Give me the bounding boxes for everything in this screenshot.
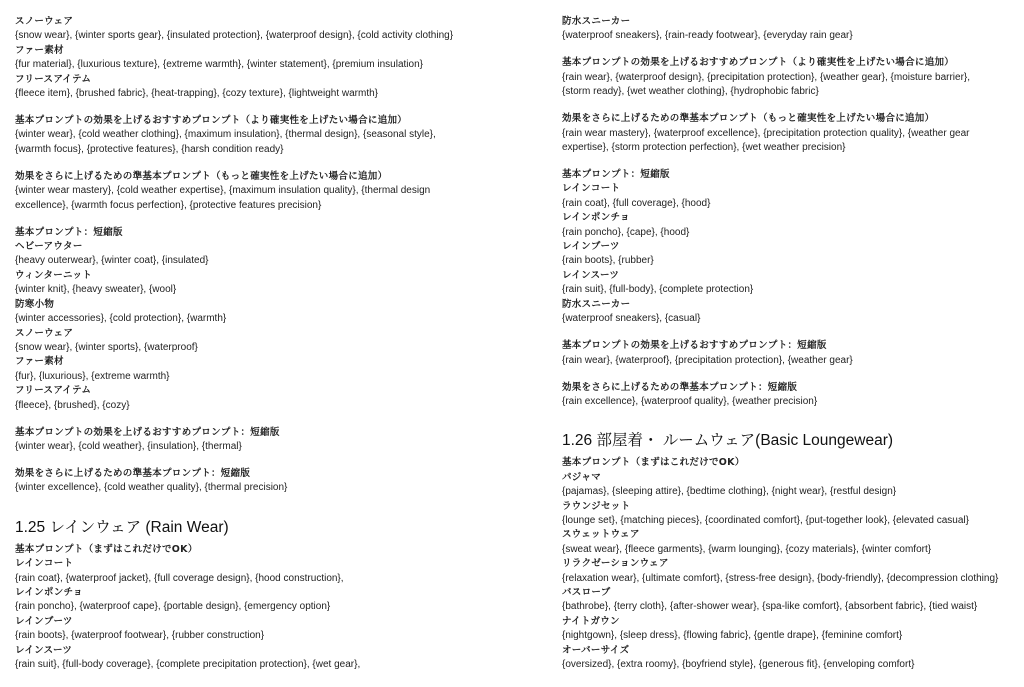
- item-label: 防水スニーカー: [562, 298, 631, 310]
- item-label: 防寒小物: [15, 298, 55, 310]
- item-label: 基本プロンプトの効果を上げるおすすめプロンプト（より確実性を上げたい場合に追加）: [562, 57, 955, 69]
- prompt-keywords: {winter wear}, {cold weather}, {insulation}, {thermal}: [15, 440, 242, 452]
- prompt-block: [15, 15, 475, 101]
- item-label: ウィンターニット: [15, 269, 93, 281]
- item-label: オーバーサイズ: [562, 644, 630, 656]
- section-heading: 1.26 部屋着・ ルームウェア(Basic Loungewear): [562, 432, 894, 450]
- prompt-keywords: {rain suit}, {full-body}, {complete protection}: [562, 284, 754, 296]
- item-label: レインブーツ: [562, 241, 620, 253]
- prompt-keywords: excellence}, {warmth focus perfection}, {protective features precision}: [15, 199, 322, 211]
- prompt-keywords: {lounge set}, {matching pieces}, {coordinated comfort}, {put-together look}, {elevated casual}: [562, 514, 969, 526]
- prompt-block: [15, 226, 475, 413]
- prompt-keywords: {snow wear}, {winter sports}, {waterproof}: [15, 341, 198, 353]
- item-label: ファー素材: [15, 44, 64, 56]
- section-heading: 1.25 レインウェア (Rain Wear): [15, 518, 229, 536]
- prompt-keywords: {rain wear}, {waterproof}, {precipitation protection}, {weather gear}: [562, 354, 853, 366]
- item-label: 効果をさらに上げるための準基本プロンプト（もっと確実性を上げたい場合に追加）: [562, 113, 935, 125]
- item-label: 効果をさらに上げるための準基本プロンプト：短縮版: [562, 381, 798, 393]
- prompt-block: [562, 112, 1022, 155]
- prompt-keywords: {fur}, {luxurious}, {extreme warmth}: [15, 370, 170, 382]
- prompt-block: [562, 15, 1022, 44]
- prompt-keywords: {waterproof sneakers}, {casual}: [562, 313, 701, 325]
- item-label: フリースアイテム: [15, 385, 92, 397]
- prompt-keywords: {winter knit}, {heavy sweater}, {wool}: [15, 284, 177, 296]
- prompt-keywords: {fleece item}, {brushed fabric}, {heat-trapping}, {cozy texture}, {lightweight warmth}: [15, 88, 379, 100]
- prompt-keywords: {rain boots}, {waterproof footwear}, {rubber construction}: [15, 630, 265, 642]
- prompt-keywords: {rain boots}, {rubber}: [562, 255, 654, 267]
- item-label: スウェットウェア: [562, 529, 640, 541]
- item-label: 基本プロンプト：短縮版: [562, 169, 670, 181]
- item-label: レインブーツ: [15, 615, 73, 627]
- item-label: レインスーツ: [562, 269, 620, 281]
- prompt-block: [15, 170, 475, 213]
- prompt-keywords: {winter wear mastery}, {cold weather expertise}, {maximum insulation quality}, {thermal design: [15, 185, 431, 197]
- item-label: バスローブ: [562, 586, 611, 598]
- prompt-block: [562, 168, 1022, 326]
- item-label: ラウンジセット: [562, 500, 631, 512]
- prompt-keywords: {fleece}, {brushed}, {cozy}: [15, 399, 130, 411]
- prompt-block: [15, 114, 475, 157]
- prompt-keywords: {rain suit}, {full-body coverage}, {complete precipitation protection}, {wet gear},: [15, 659, 361, 670]
- item-label: リラクゼーションウェア: [562, 558, 669, 570]
- item-label: 基本プロンプト（まずはこれだけでOK）: [562, 457, 745, 469]
- prompt-keywords: {rain poncho}, {cape}, {hood}: [562, 226, 690, 238]
- prompt-keywords: {fur material}, {luxurious texture}, {extreme warmth}, {winter statement}, {premium insulation}: [15, 59, 423, 71]
- prompt-keywords: {pajamas}, {sleeping attire}, {bedtime clothing}, {night wear}, {restful design}: [562, 486, 897, 498]
- prompt-keywords: {waterproof sneakers}, {rain-ready footwear}, {everyday rain gear}: [562, 30, 853, 42]
- item-label: スノーウェア: [15, 16, 74, 27]
- prompt-block: [562, 456, 1022, 672]
- item-label: ナイトガウン: [562, 615, 620, 627]
- item-label: ヘビーアウター: [15, 241, 83, 253]
- prompt-keywords: {winter wear}, {cold weather clothing}, {maximum insulation}, {thermal design}, {seasonal style},: [15, 129, 436, 141]
- prompt-keywords: {heavy outerwear}, {winter coat}, {insulated}: [15, 255, 209, 267]
- prompt-keywords: {oversized}, {extra roomy}, {boyfriend style}, {generous fit}, {enveloping comfort}: [562, 659, 915, 670]
- prompt-keywords: {rain excellence}, {waterproof quality}, {weather precision}: [562, 395, 818, 407]
- prompt-keywords: {winter excellence}, {cold weather quality}, {thermal precision}: [15, 482, 288, 494]
- item-label: 効果をさらに上げるための準基本プロンプト：短縮版: [15, 467, 251, 479]
- item-label: パジャマ: [562, 471, 602, 483]
- prompt-block: [562, 339, 1022, 368]
- prompt-block: [562, 56, 1022, 99]
- prompt-keywords: {sweat wear}, {fleece garments}, {warm lounging}, {cozy materials}, {winter comfort}: [562, 543, 932, 555]
- prompt-block: [15, 467, 475, 496]
- prompt-keywords: {bathrobe}, {terry cloth}, {after-shower wear}, {spa-like comfort}, {absorbent fabric}, {tied waist}: [562, 601, 978, 613]
- prompt-block: [15, 426, 475, 455]
- item-label: スノーウェア: [15, 327, 74, 339]
- item-label: 基本プロンプト（まずはこれだけでOK）: [15, 543, 198, 555]
- item-label: 防水スニーカー: [562, 16, 631, 27]
- right-column: [562, 15, 1022, 685]
- item-label: レインコート: [562, 183, 621, 195]
- prompt-keywords: {rain poncho}, {waterproof cape}, {portable design}, {emergency option}: [15, 601, 331, 613]
- prompt-keywords: {snow wear}, {winter sports gear}, {insulated protection}, {waterproof design}, {cold activity clothing}: [15, 30, 454, 42]
- item-label: 基本プロンプトの効果を上げるおすすめプロンプト：短縮版: [15, 426, 280, 438]
- prompt-keywords: {winter accessories}, {cold protection}, {warmth}: [15, 313, 227, 325]
- item-label: 基本プロンプトの効果を上げるおすすめプロンプト：短縮版: [562, 340, 827, 352]
- item-label: レインポンチョ: [562, 212, 630, 224]
- item-label: フリースアイテム: [15, 73, 92, 85]
- prompt-block: [562, 381, 1022, 410]
- item-label: レインスーツ: [15, 644, 73, 656]
- prompt-keywords: {rain coat}, {full coverage}, {hood}: [562, 197, 711, 209]
- item-label: 基本プロンプト：短縮版: [15, 226, 123, 238]
- left-column: [15, 15, 475, 685]
- prompt-keywords: {rain coat}, {waterproof jacket}, {full coverage design}, {hood construction},: [15, 572, 344, 584]
- item-label: 効果をさらに上げるための準基本プロンプト（もっと確実性を上げたい場合に追加）: [15, 170, 388, 182]
- item-label: 基本プロンプトの効果を上げるおすすめプロンプト（より確実性を上げたい場合に追加）: [15, 115, 408, 127]
- prompt-keywords: expertise}, {storm protection perfection}, {wet weather precision}: [562, 142, 846, 154]
- item-label: レインコート: [15, 558, 74, 570]
- prompt-keywords: {storm ready}, {wet weather clothing}, {hydrophobic fabric}: [562, 86, 819, 98]
- prompt-block: [15, 543, 475, 673]
- prompt-keywords: {rain wear}, {waterproof design}, {precipitation protection}, {weather gear}, {moisture barrier},: [562, 71, 971, 83]
- item-label: ファー素材: [15, 356, 64, 368]
- prompt-keywords: {rain wear mastery}, {waterproof excellence}, {precipitation protection quality}, {weather gear: [562, 127, 970, 139]
- prompt-keywords: {warmth focus}, {protective features}, {harsh condition ready}: [15, 143, 284, 155]
- item-label: レインポンチョ: [15, 586, 83, 598]
- prompt-keywords: {nightgown}, {sleep dress}, {flowing fabric}, {gentle drape}, {feminine comfort}: [562, 630, 903, 642]
- prompt-keywords: {relaxation wear}, {ultimate comfort}, {stress-free design}, {body-friendly}, {decompression clothing}: [562, 572, 999, 584]
